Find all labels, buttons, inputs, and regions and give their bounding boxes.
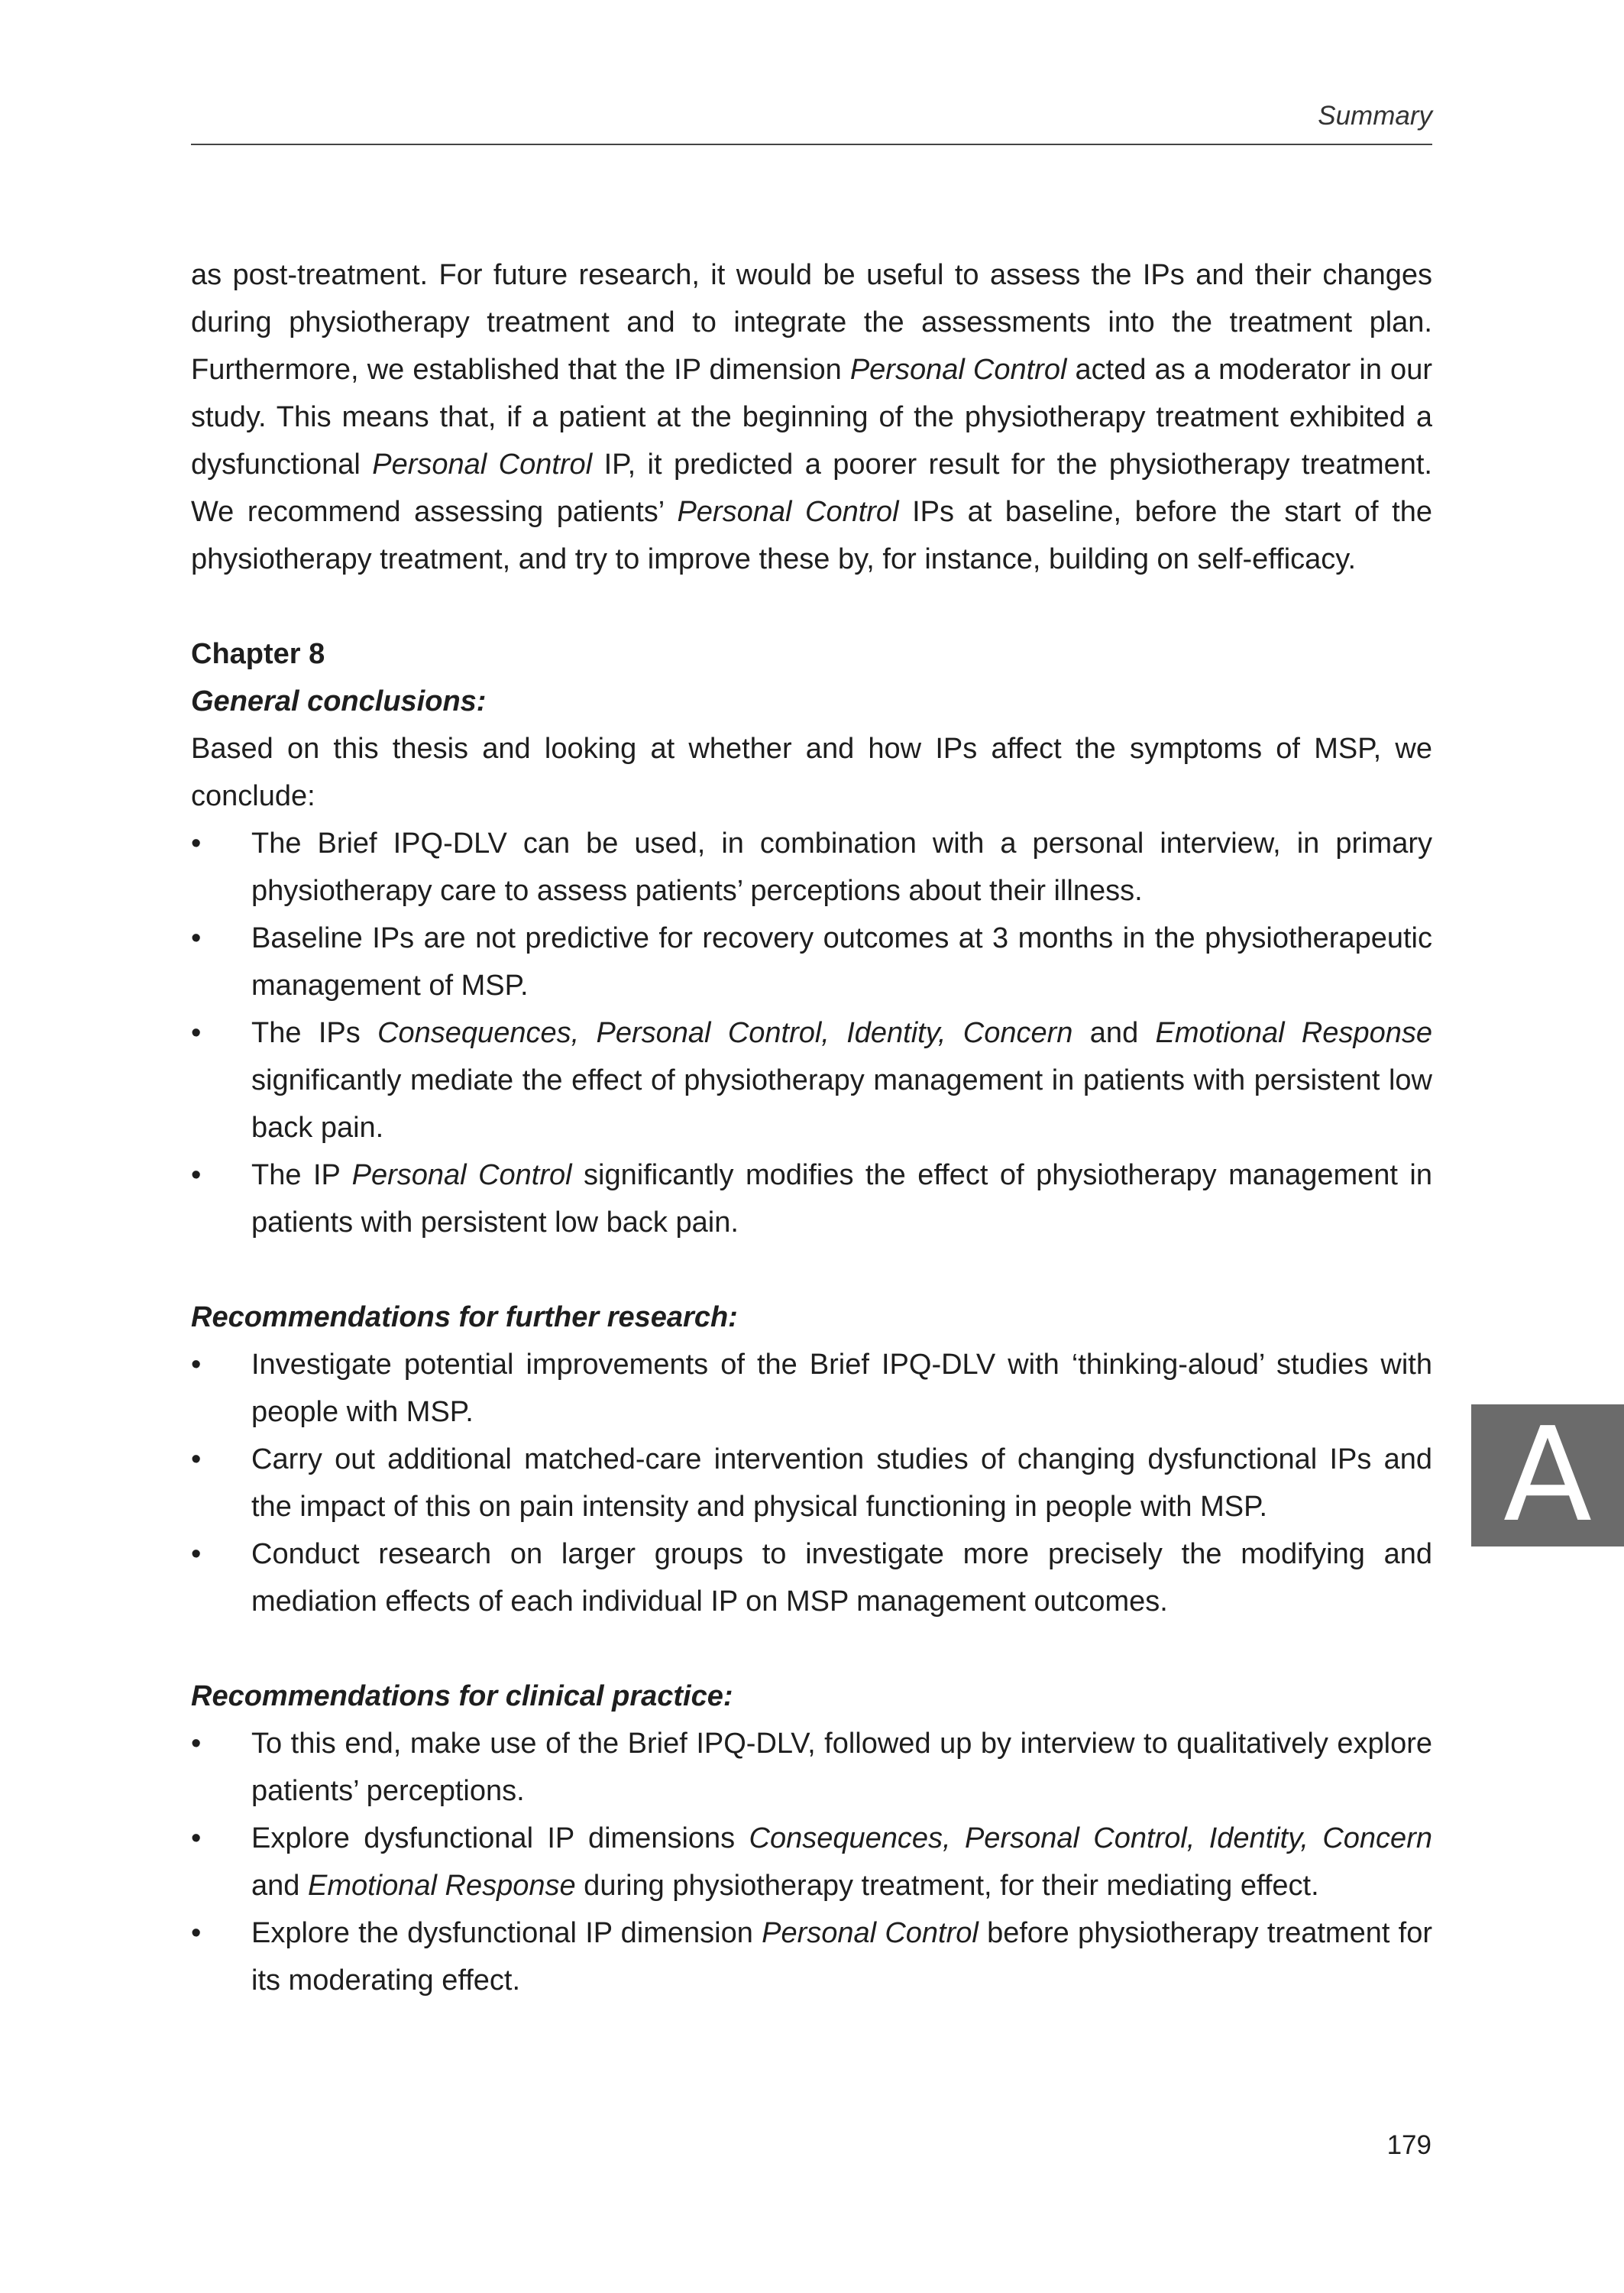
- chapter-tab: A: [1471, 1404, 1624, 1546]
- chapter-title: Chapter 8: [191, 638, 325, 670]
- text-run: significantly mediate the effect of physiotherapy management in patients with persistent low back pain.: [251, 1064, 1432, 1144]
- clinical-recommendations-list: [191, 1720, 1432, 2004]
- conclusion-item: [191, 1009, 1432, 1151]
- italic-term: Personal Control: [351, 1159, 572, 1191]
- text-run: during physiotherapy treatment, for their mediating effect.: [575, 1870, 1319, 1902]
- section-spacer: [191, 1625, 1432, 1673]
- text-run: The IPs: [251, 1017, 378, 1049]
- bullet-icon: •: [191, 1538, 202, 1570]
- page-number: 179: [1386, 2130, 1432, 2160]
- text-run: as post-treatment. For future research, it would be useful to assess the IPs and their changes during physiotherapy treatment and to integrate the assessments into the treatment plan. Furthermore, we established that the IP dimension: [191, 259, 1432, 386]
- text-run: and: [251, 1870, 308, 1902]
- page-body: [191, 251, 1432, 2004]
- conclusions-lead: Based on this thesis and looking at whether and how IPs affect the symptoms of MSP, we conclude:: [191, 733, 1432, 812]
- conclusion-item: [191, 820, 1432, 915]
- conclusion-item: [191, 1151, 1432, 1246]
- research-recommendation-item: [191, 1530, 1432, 1625]
- italic-term: Personal Control: [849, 354, 1067, 386]
- text-run: IPs at baseline, before the start of the physiotherapy treatment, and try to improve these by, for instance, building on self-efficacy.: [191, 496, 1432, 575]
- text-run: Baseline IPs are not predictive for recovery outcomes at 3 months in the physiotherapeutic management of MSP.: [251, 922, 1432, 1002]
- text-run: and: [1072, 1017, 1156, 1049]
- text-run: Explore the dysfunctional IP dimension: [251, 1917, 762, 1949]
- text-run: Explore dysfunctional IP dimensions: [251, 1822, 749, 1854]
- bullet-icon: •: [191, 1728, 202, 1760]
- italic-term: Emotional Response: [1155, 1017, 1432, 1049]
- text-run: acted as a moderator in our study. This means that, if a patient at the beginning of the physiotherapy treatment exhibited a dysfunctional: [191, 354, 1432, 481]
- clinical-recommendation-item: [191, 1720, 1432, 1815]
- text-run: Conduct research on larger groups to investigate more precisely the modifying and mediation effects of each individual IP on MSP management outcomes.: [251, 1538, 1432, 1618]
- research-recommendations-title: Recommendations for further research:: [191, 1301, 738, 1333]
- bullet-icon: •: [191, 827, 202, 860]
- italic-term: Consequences, Personal Control, Identity, Concern: [377, 1017, 1073, 1049]
- bullet-icon: •: [191, 1917, 202, 1949]
- research-recommendation-item: [191, 1436, 1432, 1530]
- clinical-recommendation-item: [191, 1815, 1432, 1909]
- italic-term: Personal Control: [372, 449, 593, 481]
- conclusions-list: [191, 820, 1432, 1246]
- bullet-icon: •: [191, 1017, 202, 1049]
- conclusion-item: [191, 915, 1432, 1009]
- clinical-recommendations-title: Recommendations for clinical practice:: [191, 1680, 733, 1712]
- intro-paragraph: [191, 251, 1432, 583]
- bullet-icon: •: [191, 1822, 202, 1854]
- clinical-recommendation-item: [191, 1909, 1432, 2004]
- bullet-icon: •: [191, 1159, 202, 1191]
- italic-term: Emotional Response: [307, 1870, 576, 1902]
- text-run: Carry out additional matched-care intervention studies of changing dysfunctional IPs and the impact of this on pain intensity and physical functioning in people with MSP.: [251, 1443, 1432, 1523]
- research-recommendation-item: [191, 1341, 1432, 1436]
- bullet-icon: •: [191, 1349, 202, 1381]
- text-run: significantly modifies the effect of physiotherapy management in patients with persistent low back pain.: [251, 1159, 1432, 1239]
- text-run: The IP: [251, 1159, 352, 1191]
- text-run: before physiotherapy treatment for its moderating effect.: [251, 1917, 1432, 1997]
- italic-term: Personal Control: [677, 496, 899, 528]
- italic-term: Personal Control: [762, 1917, 979, 1949]
- bullet-icon: •: [191, 1443, 202, 1475]
- text-run: Investigate potential improvements of the Brief IPQ-DLV with ‘thinking-aloud’ studies with people with MSP.: [251, 1349, 1432, 1428]
- research-recommendations-list: [191, 1341, 1432, 1625]
- text-run: IP, it predicted a poorer result for the physiotherapy treatment. We recommend assessing patients’: [191, 449, 1432, 528]
- bullet-icon: •: [191, 922, 202, 954]
- section-spacer: [191, 583, 1432, 630]
- chapter-subtitle: General conclusions:: [191, 685, 487, 717]
- italic-term: Consequences, Personal Control, Identity, Concern: [749, 1822, 1432, 1854]
- header-rule: [191, 144, 1432, 145]
- section-spacer: [191, 1246, 1432, 1294]
- text-run: The Brief IPQ-DLV can be used, in combination with a personal interview, in primary physiotherapy care to assess patients’ perceptions about their illness.: [251, 827, 1432, 907]
- text-run: To this end, make use of the Brief IPQ-DLV, followed up by interview to qualitatively explore patients’ perceptions.: [251, 1728, 1432, 1807]
- running-header: Summary: [1318, 101, 1432, 131]
